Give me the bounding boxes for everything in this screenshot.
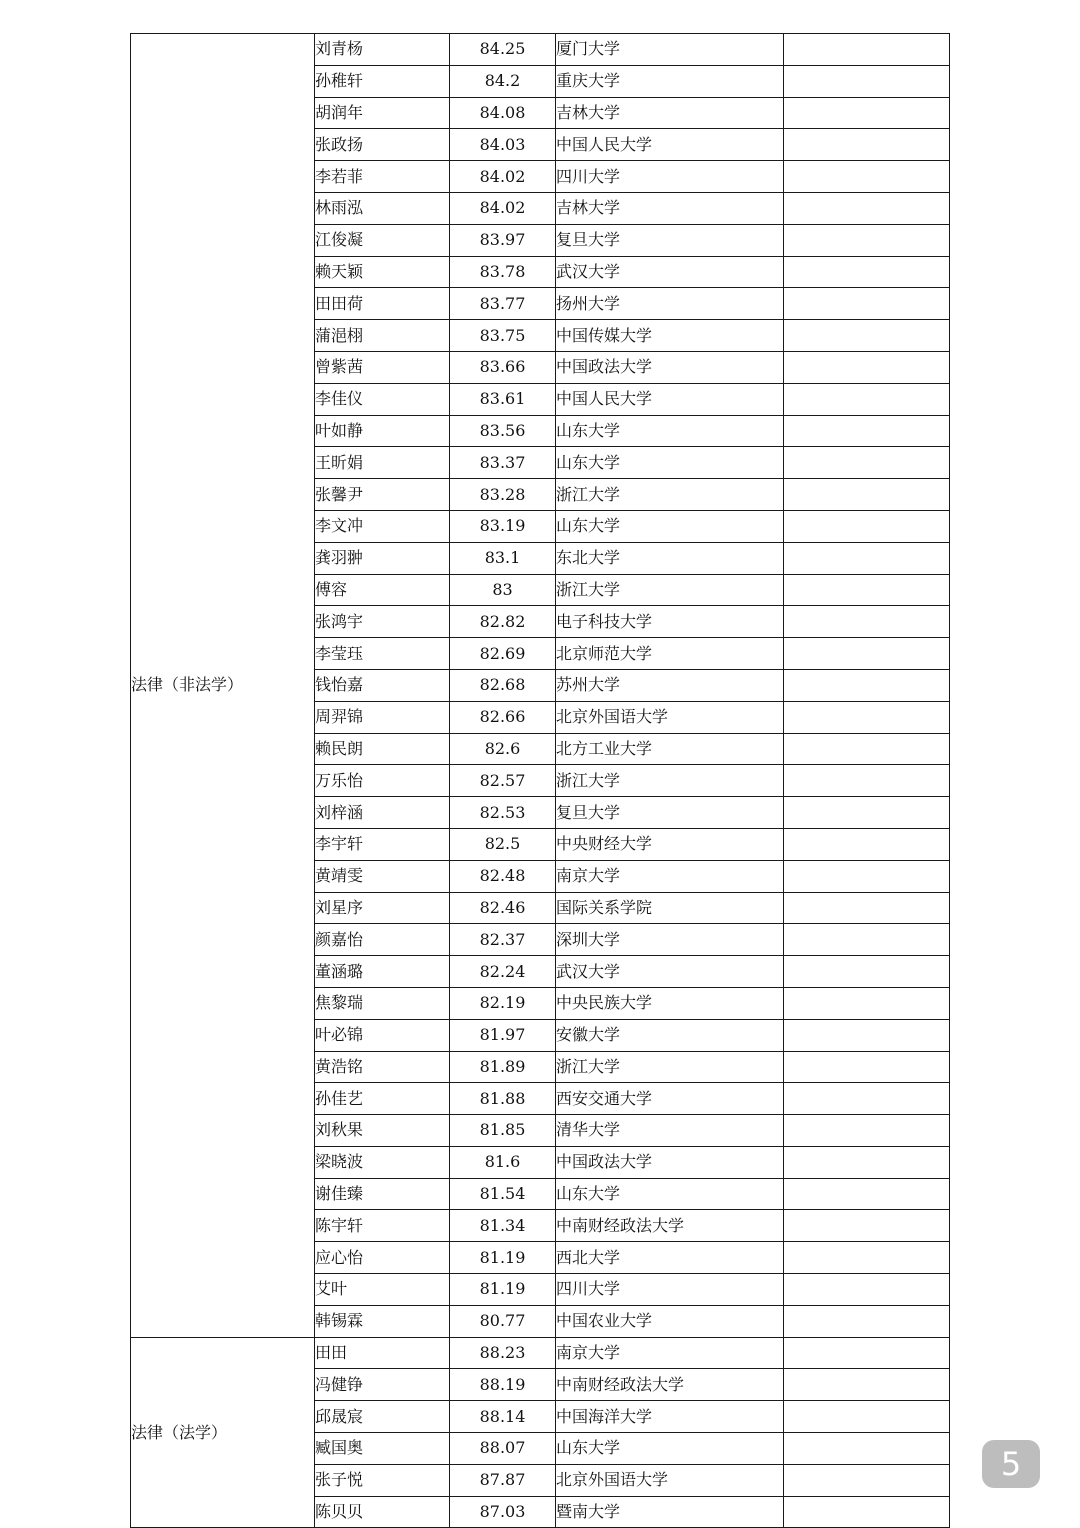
school-cell: 中央民族大学 [556,987,784,1019]
school-cell: 南京大学 [556,1337,784,1369]
score-cell: 82.68 [450,669,556,701]
name-cell: 臧国奥 [315,1433,450,1465]
note-cell [784,510,950,542]
school-cell: 武汉大学 [556,256,784,288]
note-cell [784,1146,950,1178]
name-cell: 刘星序 [315,892,450,924]
school-cell: 中国传媒大学 [556,320,784,352]
name-cell: 田田 [315,1337,450,1369]
school-cell: 浙江大学 [556,1051,784,1083]
school-cell: 北京外国语大学 [556,1464,784,1496]
school-cell: 中央财经大学 [556,828,784,860]
name-cell: 叶如静 [315,415,450,447]
school-cell: 中国海洋大学 [556,1401,784,1433]
school-cell: 山东大学 [556,447,784,479]
note-cell [784,860,950,892]
admission-list-table [130,33,950,1528]
note-cell [784,256,950,288]
school-cell: 山东大学 [556,415,784,447]
note-cell [784,669,950,701]
note-cell [784,288,950,320]
school-cell: 四川大学 [556,161,784,193]
note-cell [784,1210,950,1242]
score-cell: 81.34 [450,1210,556,1242]
school-cell: 山东大学 [556,1178,784,1210]
name-cell: 陈宇轩 [315,1210,450,1242]
note-cell [784,797,950,829]
school-cell: 扬州大学 [556,288,784,320]
note-cell [784,733,950,765]
note-cell [784,479,950,511]
name-cell: 赖民朗 [315,733,450,765]
score-cell: 81.19 [450,1242,556,1274]
name-cell: 李若菲 [315,161,450,193]
school-cell: 中南财经政法大学 [556,1369,784,1401]
score-cell: 83.66 [450,351,556,383]
score-cell: 82.6 [450,733,556,765]
score-cell: 84.03 [450,129,556,161]
note-cell [784,542,950,574]
name-cell: 张政扬 [315,129,450,161]
school-cell: 复旦大学 [556,224,784,256]
school-cell: 北方工业大学 [556,733,784,765]
score-cell: 82.37 [450,924,556,956]
note-cell [784,129,950,161]
school-cell: 吉林大学 [556,192,784,224]
school-cell: 电子科技大学 [556,606,784,638]
name-cell: 李佳仪 [315,383,450,415]
school-cell: 安徽大学 [556,1019,784,1051]
note-cell [784,97,950,129]
name-cell: 周羿锦 [315,701,450,733]
note-cell [784,1401,950,1433]
score-cell: 88.14 [450,1401,556,1433]
name-cell: 刘秋果 [315,1115,450,1147]
score-cell: 83.97 [450,224,556,256]
name-cell: 张馨尹 [315,479,450,511]
category-cell: 法律（法学） [131,1337,315,1528]
score-cell: 82.24 [450,956,556,988]
school-cell: 复旦大学 [556,797,784,829]
note-cell [784,892,950,924]
note-cell [784,1242,950,1274]
name-cell: 应心怡 [315,1242,450,1274]
name-cell: 焦黎瑞 [315,987,450,1019]
school-cell: 北京外国语大学 [556,701,784,733]
score-cell: 88.19 [450,1369,556,1401]
note-cell [784,987,950,1019]
name-cell: 李宇轩 [315,828,450,860]
school-cell: 四川大学 [556,1274,784,1306]
note-cell [784,1433,950,1465]
name-cell: 林雨泓 [315,192,450,224]
score-cell: 83.77 [450,288,556,320]
name-cell: 张子悦 [315,1464,450,1496]
name-cell: 傅容 [315,574,450,606]
school-cell: 南京大学 [556,860,784,892]
name-cell: 江俊凝 [315,224,450,256]
note-cell [784,1083,950,1115]
score-cell: 83.1 [450,542,556,574]
score-cell: 82.53 [450,797,556,829]
score-cell: 84.2 [450,65,556,97]
score-cell: 80.77 [450,1305,556,1337]
name-cell: 蒲浥栩 [315,320,450,352]
name-cell: 邱晟宸 [315,1401,450,1433]
name-cell: 陈贝贝 [315,1496,450,1528]
score-cell: 83.56 [450,415,556,447]
score-cell: 81.97 [450,1019,556,1051]
score-cell: 82.48 [450,860,556,892]
name-cell: 胡润年 [315,97,450,129]
score-cell: 88.23 [450,1337,556,1369]
name-cell: 刘青杨 [315,34,450,66]
name-cell: 谢佳臻 [315,1178,450,1210]
note-cell [784,161,950,193]
school-cell: 浙江大学 [556,574,784,606]
name-cell: 刘梓涵 [315,797,450,829]
note-cell [784,34,950,66]
score-cell: 81.85 [450,1115,556,1147]
score-cell: 83.75 [450,320,556,352]
score-cell: 81.89 [450,1051,556,1083]
note-cell [784,1274,950,1306]
score-cell: 84.02 [450,192,556,224]
school-cell: 中国人民大学 [556,129,784,161]
page-number-badge: 5 [982,1440,1040,1488]
name-cell: 钱怡嘉 [315,669,450,701]
note-cell [784,1337,950,1369]
name-cell: 艾叶 [315,1274,450,1306]
score-cell: 82.57 [450,765,556,797]
score-cell: 83.28 [450,479,556,511]
name-cell: 李文冲 [315,510,450,542]
score-cell: 87.03 [450,1496,556,1528]
school-cell: 东北大学 [556,542,784,574]
school-cell: 国际关系学院 [556,892,784,924]
score-cell: 87.87 [450,1464,556,1496]
school-cell: 浙江大学 [556,765,784,797]
school-cell: 吉林大学 [556,97,784,129]
score-cell: 81.6 [450,1146,556,1178]
name-cell: 冯健铮 [315,1369,450,1401]
school-cell: 中国人民大学 [556,383,784,415]
note-cell [784,574,950,606]
note-cell [784,1115,950,1147]
note-cell [784,1178,950,1210]
name-cell: 叶必锦 [315,1019,450,1051]
note-cell [784,606,950,638]
name-cell: 田田荷 [315,288,450,320]
note-cell [784,224,950,256]
school-cell: 苏州大学 [556,669,784,701]
table-row [131,1337,950,1369]
name-cell: 万乐怡 [315,765,450,797]
score-cell: 82.19 [450,987,556,1019]
school-cell: 山东大学 [556,1433,784,1465]
school-cell: 北京师范大学 [556,638,784,670]
note-cell [784,383,950,415]
note-cell [784,1369,950,1401]
score-cell: 83.78 [450,256,556,288]
school-cell: 厦门大学 [556,34,784,66]
score-cell: 83.19 [450,510,556,542]
table-body [131,34,950,1528]
note-cell [784,1496,950,1528]
name-cell: 孙稚轩 [315,65,450,97]
school-cell: 武汉大学 [556,956,784,988]
note-cell [784,320,950,352]
score-cell: 83.61 [450,383,556,415]
name-cell: 李莹珏 [315,638,450,670]
score-cell: 82.5 [450,828,556,860]
score-cell: 84.08 [450,97,556,129]
name-cell: 韩锡霖 [315,1305,450,1337]
note-cell [784,1464,950,1496]
name-cell: 张鸿宇 [315,606,450,638]
note-cell [784,351,950,383]
school-cell: 中国政法大学 [556,1146,784,1178]
school-cell: 深圳大学 [556,924,784,956]
note-cell [784,956,950,988]
note-cell [784,65,950,97]
score-cell: 84.02 [450,161,556,193]
note-cell [784,701,950,733]
note-cell [784,638,950,670]
note-cell [784,828,950,860]
name-cell: 董涵璐 [315,956,450,988]
name-cell: 赖天颖 [315,256,450,288]
name-cell: 王昕娟 [315,447,450,479]
score-cell: 83 [450,574,556,606]
note-cell [784,765,950,797]
school-cell: 浙江大学 [556,479,784,511]
name-cell: 黄浩铭 [315,1051,450,1083]
school-cell: 中国政法大学 [556,351,784,383]
note-cell [784,924,950,956]
name-cell: 孙佳艺 [315,1083,450,1115]
school-cell: 中国农业大学 [556,1305,784,1337]
score-cell: 81.19 [450,1274,556,1306]
school-cell: 西北大学 [556,1242,784,1274]
note-cell [784,1051,950,1083]
school-cell: 暨南大学 [556,1496,784,1528]
school-cell: 中南财经政法大学 [556,1210,784,1242]
score-cell: 81.88 [450,1083,556,1115]
score-cell: 82.69 [450,638,556,670]
score-cell: 82.66 [450,701,556,733]
school-cell: 山东大学 [556,510,784,542]
name-cell: 颜嘉怡 [315,924,450,956]
note-cell [784,415,950,447]
score-cell: 84.25 [450,34,556,66]
note-cell [784,447,950,479]
category-cell: 法律（非法学） [131,34,315,1338]
note-cell [784,1305,950,1337]
name-cell: 龚羽翀 [315,542,450,574]
score-cell: 81.54 [450,1178,556,1210]
note-cell [784,1019,950,1051]
school-cell: 西安交通大学 [556,1083,784,1115]
name-cell: 曾紫茜 [315,351,450,383]
score-cell: 83.37 [450,447,556,479]
school-cell: 重庆大学 [556,65,784,97]
school-cell: 清华大学 [556,1115,784,1147]
name-cell: 梁晓波 [315,1146,450,1178]
score-cell: 82.82 [450,606,556,638]
score-cell: 82.46 [450,892,556,924]
score-cell: 88.07 [450,1433,556,1465]
name-cell: 黄靖雯 [315,860,450,892]
note-cell [784,192,950,224]
table-row [131,34,950,66]
